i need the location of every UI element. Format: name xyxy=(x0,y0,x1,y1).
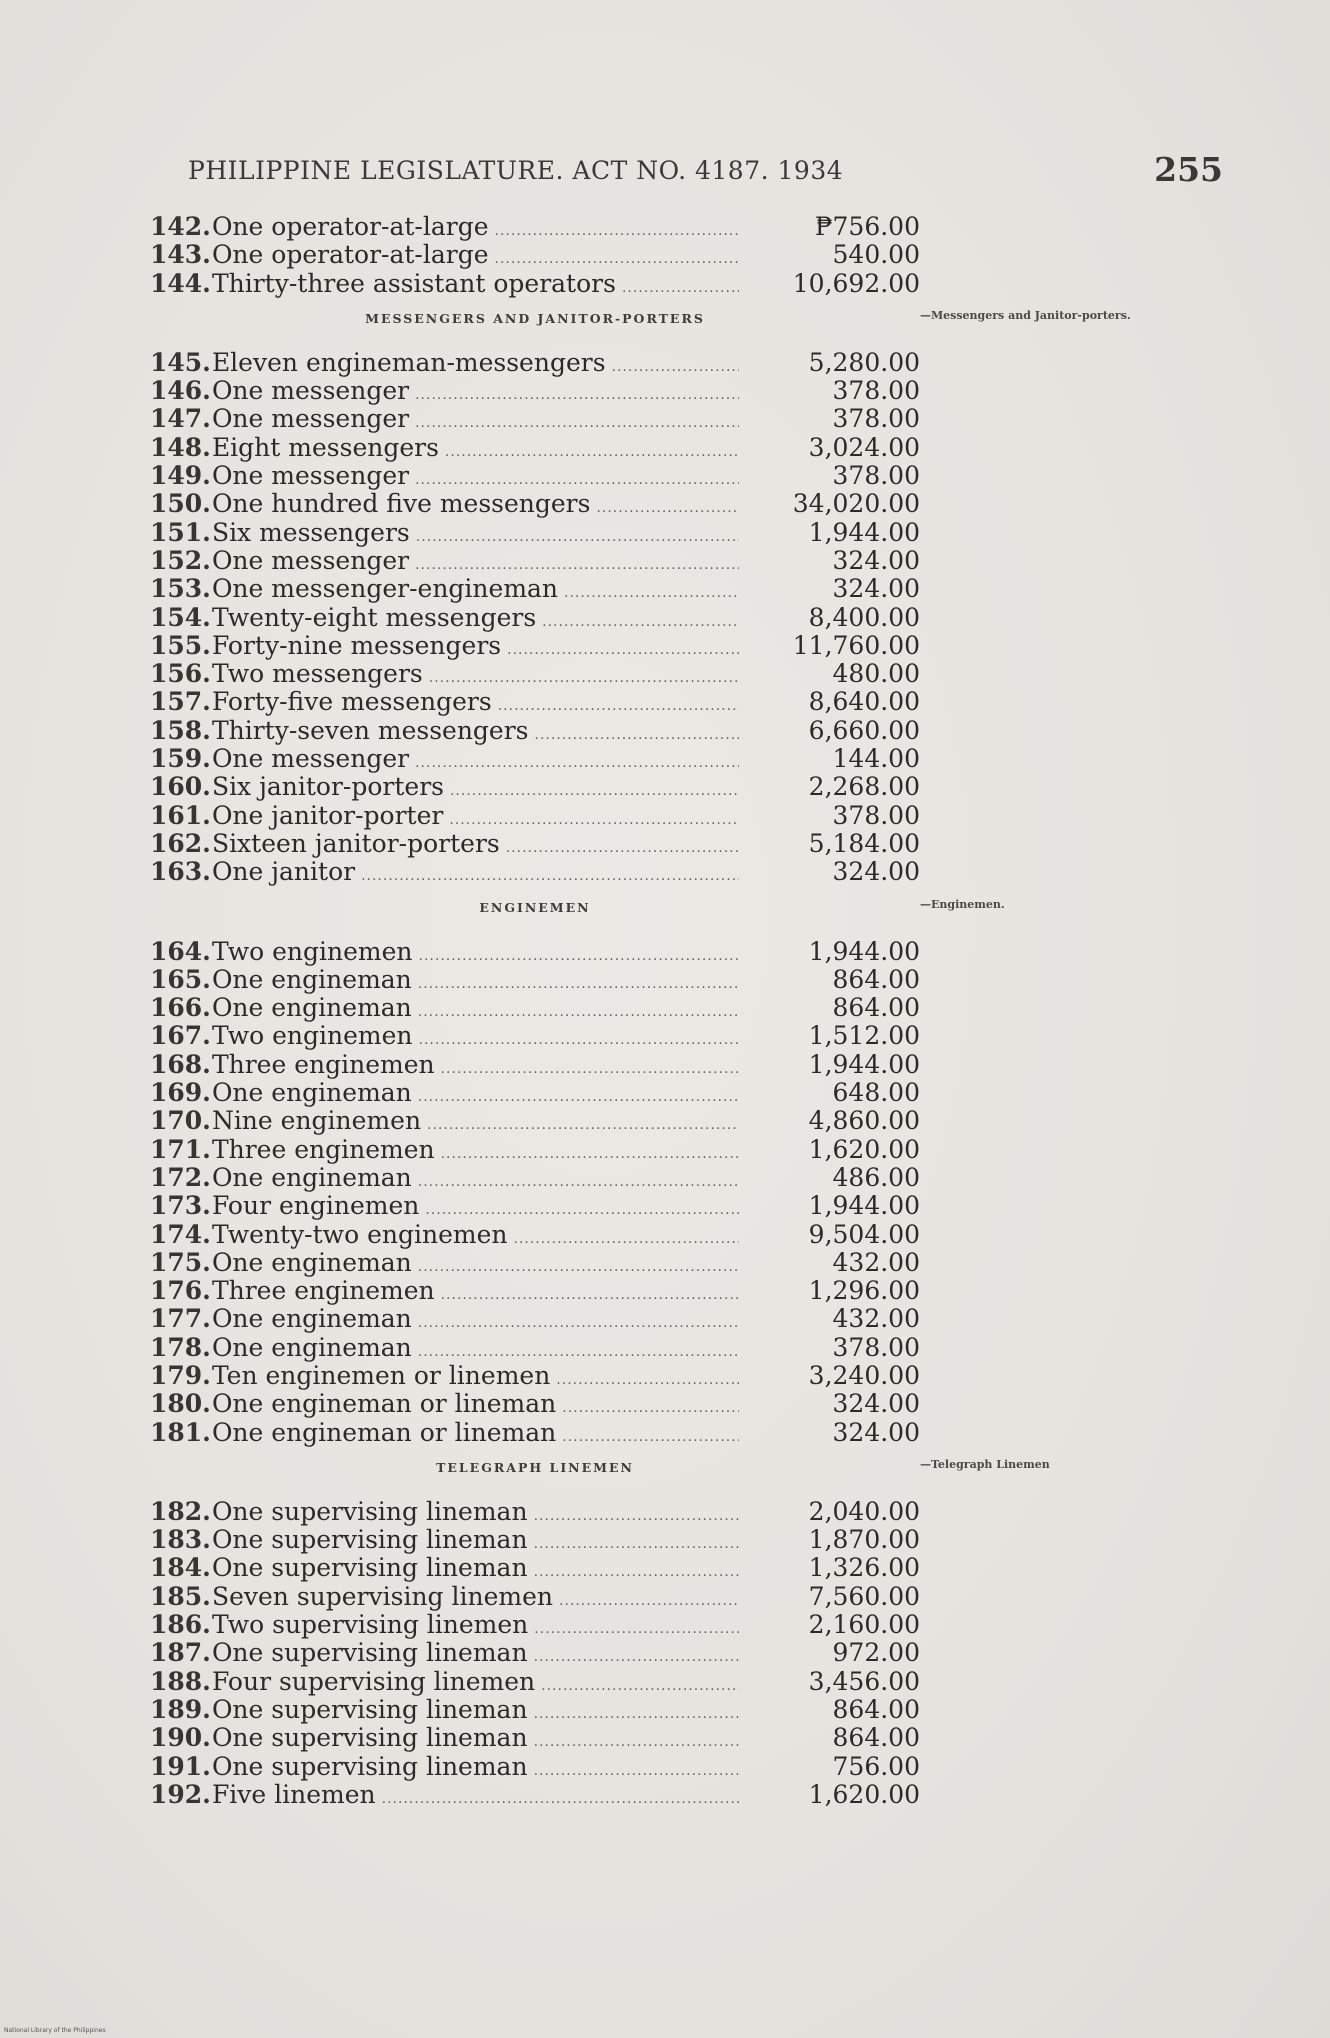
item-description: Three enginemen xyxy=(211,1050,435,1079)
item-number: 152. xyxy=(150,545,211,575)
list-item xyxy=(150,1249,920,1277)
list-item xyxy=(150,660,920,688)
item-amount: 864.00 xyxy=(832,1723,920,1753)
item-description: One engineman xyxy=(211,1305,412,1334)
item-number: 185. xyxy=(150,1581,211,1611)
section-title: ENGINEMEN xyxy=(479,899,591,915)
item-amount: 3,024.00 xyxy=(808,432,920,462)
item-amount: 972.00 xyxy=(832,1638,920,1668)
list-item xyxy=(150,688,920,716)
item-description: One engineman xyxy=(211,965,412,994)
item-number: 172. xyxy=(150,1162,211,1192)
item-amount: 486.00 xyxy=(832,1162,920,1192)
item-number: 155. xyxy=(150,630,211,660)
item-amount: 1,870.00 xyxy=(808,1525,920,1555)
item-amount: 1,620.00 xyxy=(808,1779,920,1809)
item-amount: 3,240.00 xyxy=(808,1360,920,1390)
list-item xyxy=(150,773,920,801)
item-amount: 144.00 xyxy=(832,744,920,774)
item-description: One engineman or lineman xyxy=(211,1418,557,1447)
list-item xyxy=(150,966,920,994)
item-description: One messenger xyxy=(211,745,410,774)
item-amount: 8,400.00 xyxy=(808,602,920,632)
item-number: 156. xyxy=(150,659,211,689)
list-item xyxy=(150,604,920,632)
item-description: One janitor-porter xyxy=(211,801,444,830)
item-description: Sixteen janitor-porters xyxy=(211,829,500,858)
item-amount: 324.00 xyxy=(832,1417,920,1447)
item-number: 191. xyxy=(150,1751,211,1781)
item-description: One supervising lineman xyxy=(211,1695,528,1724)
item-number: 144. xyxy=(150,268,211,298)
item-description: One operator-at-large xyxy=(211,241,489,270)
item-number: 163. xyxy=(150,857,211,887)
item-amount: 1,296.00 xyxy=(808,1276,920,1306)
marginal-note: —Telegraph Linemen xyxy=(920,1457,1050,1471)
item-description: One supervising lineman xyxy=(211,1497,528,1526)
list-item xyxy=(150,377,920,405)
item-number: 146. xyxy=(150,376,211,406)
item-amount: 6,660.00 xyxy=(808,715,920,745)
list-item xyxy=(150,1583,920,1611)
item-number: 175. xyxy=(150,1247,211,1277)
item-number: 158. xyxy=(150,715,211,745)
list-item xyxy=(150,1696,920,1724)
item-amount: 864.00 xyxy=(832,1694,920,1724)
item-amount: 8,640.00 xyxy=(808,687,920,717)
item-amount: 480.00 xyxy=(832,659,920,689)
item-number: 142. xyxy=(150,212,211,241)
item-amount: 1,944.00 xyxy=(808,936,920,966)
list-item xyxy=(150,1781,920,1809)
item-description: One engineman xyxy=(211,1333,412,1362)
list-item xyxy=(150,1554,920,1582)
item-description: One messenger-engineman xyxy=(211,575,559,604)
item-description: Twenty-two enginemen xyxy=(211,1220,508,1249)
list-item xyxy=(150,519,920,547)
list-item xyxy=(150,1305,920,1333)
item-amount: 324.00 xyxy=(832,1389,920,1419)
item-number: 168. xyxy=(150,1049,211,1079)
item-number: 151. xyxy=(150,517,211,547)
item-amount: 324.00 xyxy=(832,574,920,604)
list-item xyxy=(150,802,920,830)
item-amount: 3,456.00 xyxy=(808,1666,920,1696)
item-amount: 1,944.00 xyxy=(808,1049,920,1079)
item-amount: 648.00 xyxy=(832,1078,920,1108)
item-amount: 864.00 xyxy=(832,993,920,1023)
item-description: One messenger xyxy=(211,405,410,434)
list-item xyxy=(150,1390,920,1418)
item-number: 177. xyxy=(150,1304,211,1334)
item-number: 184. xyxy=(150,1553,211,1583)
item-number: 169. xyxy=(150,1078,211,1108)
item-description: Forty-five messengers xyxy=(211,688,492,717)
list-item xyxy=(150,462,920,490)
list-item xyxy=(150,270,920,298)
list-item xyxy=(150,1136,920,1164)
item-amount: 1,326.00 xyxy=(808,1553,920,1583)
item-amount: 1,944.00 xyxy=(808,517,920,547)
list-item xyxy=(150,434,920,462)
item-number: 189. xyxy=(150,1694,211,1724)
list-item xyxy=(150,1051,920,1079)
list-item xyxy=(150,1022,920,1050)
dot-leader xyxy=(382,1785,739,1813)
list-item xyxy=(150,1079,920,1107)
item-amount: 1,944.00 xyxy=(808,1191,920,1221)
page-number: 255 xyxy=(1154,150,1223,189)
page-header xyxy=(188,150,1223,200)
item-amount: 2,160.00 xyxy=(808,1610,920,1640)
item-description: Two enginemen xyxy=(211,937,413,966)
list-item xyxy=(150,938,920,966)
list-item xyxy=(150,830,920,858)
item-number: 180. xyxy=(150,1389,211,1419)
item-description: One engineman xyxy=(211,1079,412,1108)
item-amount: ₱756.00 xyxy=(814,212,920,241)
item-number: 192. xyxy=(150,1779,211,1809)
item-amount: 432.00 xyxy=(832,1247,920,1277)
item-amount: 756.00 xyxy=(832,1751,920,1781)
item-number: 145. xyxy=(150,347,211,377)
item-amount: 9,504.00 xyxy=(808,1219,920,1249)
item-description: Two messengers xyxy=(211,660,423,689)
item-amount: 378.00 xyxy=(832,376,920,406)
item-number: 164. xyxy=(150,936,211,966)
item-description: Thirty-three assistant operators xyxy=(211,269,616,298)
item-description: One messenger xyxy=(211,546,410,575)
item-number: 174. xyxy=(150,1219,211,1249)
item-amount: 4,860.00 xyxy=(808,1106,920,1136)
list-item xyxy=(150,405,920,433)
list-item xyxy=(150,1526,920,1554)
item-number: 153. xyxy=(150,574,211,604)
item-amount: 324.00 xyxy=(832,857,920,887)
list-item xyxy=(150,1362,920,1390)
appropriation-list xyxy=(150,212,1131,1809)
item-number: 181. xyxy=(150,1417,211,1447)
list-item xyxy=(150,1724,920,1752)
item-description: One janitor xyxy=(211,858,356,887)
item-number: 188. xyxy=(150,1666,211,1696)
item-description: One supervising lineman xyxy=(211,1639,528,1668)
item-description: One engineman xyxy=(211,994,412,1023)
item-number: 178. xyxy=(150,1332,211,1362)
list-item xyxy=(150,632,920,660)
section-title: MESSENGERS AND JANITOR-PORTERS xyxy=(365,310,705,326)
item-amount: 378.00 xyxy=(832,1332,920,1362)
item-number: 187. xyxy=(150,1638,211,1668)
item-description: Four enginemen xyxy=(211,1192,420,1221)
item-number: 170. xyxy=(150,1106,211,1136)
item-description: Nine enginemen xyxy=(211,1107,422,1136)
item-amount: 5,280.00 xyxy=(808,347,920,377)
item-amount: 1,512.00 xyxy=(808,1021,920,1051)
section-heading xyxy=(150,298,1131,349)
item-number: 167. xyxy=(150,1021,211,1051)
item-description: Four supervising linemen xyxy=(211,1667,536,1696)
section-heading xyxy=(150,887,1005,938)
list-item xyxy=(150,1277,920,1305)
list-item xyxy=(150,241,920,269)
list-item xyxy=(150,547,920,575)
list-item xyxy=(150,575,920,603)
item-amount: 34,020.00 xyxy=(792,489,920,519)
list-item xyxy=(150,717,920,745)
item-number: 179. xyxy=(150,1360,211,1390)
item-number: 143. xyxy=(150,240,211,270)
item-description: Three enginemen xyxy=(211,1277,435,1306)
item-number: 159. xyxy=(150,744,211,774)
item-description: One supervising lineman xyxy=(211,1554,528,1583)
running-head: PHILIPPINE LEGISLATURE. ACT NO. 4187. 1934 xyxy=(188,156,844,185)
list-item xyxy=(150,1498,920,1526)
item-amount: 378.00 xyxy=(832,461,920,491)
item-number: 162. xyxy=(150,828,211,858)
item-description: Two supervising linemen xyxy=(211,1611,529,1640)
list-item xyxy=(150,1668,920,1696)
item-description: One messenger xyxy=(211,377,410,406)
list-item xyxy=(150,1753,920,1781)
list-item xyxy=(150,1419,920,1447)
item-description: Five linemen xyxy=(211,1780,376,1809)
list-item xyxy=(150,745,920,773)
item-amount: 7,560.00 xyxy=(808,1581,920,1611)
item-description: One supervising lineman xyxy=(211,1526,528,1555)
item-description: One operator-at-large xyxy=(211,213,489,241)
item-amount: 324.00 xyxy=(832,545,920,575)
item-description: One supervising lineman xyxy=(211,1752,528,1781)
item-description: One supervising lineman xyxy=(211,1724,528,1753)
item-number: 173. xyxy=(150,1191,211,1221)
item-number: 183. xyxy=(150,1525,211,1555)
item-number: 171. xyxy=(150,1134,211,1164)
footer-credit: National Library of the Philippines xyxy=(4,2027,106,2034)
item-number: 186. xyxy=(150,1610,211,1640)
section-heading xyxy=(150,1447,1050,1498)
item-number: 176. xyxy=(150,1276,211,1306)
item-description: One messenger xyxy=(211,462,410,491)
item-amount: 2,040.00 xyxy=(808,1496,920,1526)
list-item xyxy=(150,490,920,518)
item-number: 161. xyxy=(150,800,211,830)
list-item xyxy=(150,858,920,886)
item-description: Ten enginemen or linemen xyxy=(211,1361,551,1390)
item-description: Thirty-seven messengers xyxy=(211,716,529,745)
item-amount: 11,760.00 xyxy=(792,630,920,660)
item-number: 190. xyxy=(150,1723,211,1753)
list-item xyxy=(150,1192,920,1220)
item-description: Six janitor-porters xyxy=(211,773,444,802)
list-item xyxy=(150,349,920,377)
marginal-note: —Enginemen. xyxy=(920,897,1005,911)
item-description: One engineman or lineman xyxy=(211,1390,557,1419)
item-description: Twenty-eight messengers xyxy=(211,603,537,632)
item-amount: 864.00 xyxy=(832,964,920,994)
item-description: Seven supervising linemen xyxy=(211,1582,553,1611)
item-number: 154. xyxy=(150,602,211,632)
item-description: One engineman xyxy=(211,1248,412,1277)
item-number: 147. xyxy=(150,404,211,434)
item-amount: 5,184.00 xyxy=(808,828,920,858)
item-description: Eight messengers xyxy=(211,433,439,462)
list-item xyxy=(150,1107,920,1135)
item-description: One hundred five messengers xyxy=(211,490,591,519)
list-item xyxy=(150,1639,920,1667)
list-item xyxy=(150,1611,920,1639)
list-item xyxy=(150,1334,920,1362)
item-number: 149. xyxy=(150,461,211,491)
item-amount: 540.00 xyxy=(832,240,920,270)
item-description: Three enginemen xyxy=(211,1135,435,1164)
list-item xyxy=(150,994,920,1022)
item-number: 150. xyxy=(150,489,211,519)
item-description: Six messengers xyxy=(211,518,410,547)
list-item xyxy=(150,1221,920,1249)
list-item xyxy=(150,1164,920,1192)
item-description: One engineman xyxy=(211,1163,412,1192)
item-amount: 10,692.00 xyxy=(792,268,920,298)
item-number: 166. xyxy=(150,993,211,1023)
item-amount: 1,620.00 xyxy=(808,1134,920,1164)
list-item xyxy=(150,213,920,241)
item-number: 157. xyxy=(150,687,211,717)
item-description: Forty-nine messengers xyxy=(211,631,502,660)
item-amount: 432.00 xyxy=(832,1304,920,1334)
marginal-note: —Messengers and Janitor-porters. xyxy=(920,308,1131,322)
item-number: 182. xyxy=(150,1496,211,1526)
item-amount: 2,268.00 xyxy=(808,772,920,802)
item-amount: 378.00 xyxy=(832,800,920,830)
item-number: 160. xyxy=(150,772,211,802)
item-amount: 378.00 xyxy=(832,404,920,434)
section-title: TELEGRAPH LINEMEN xyxy=(436,1459,634,1475)
item-description: Two enginemen xyxy=(211,1022,413,1051)
item-number: 165. xyxy=(150,964,211,994)
item-number: 148. xyxy=(150,432,211,462)
item-description: Eleven engineman-messengers xyxy=(211,348,606,377)
item-description-cell xyxy=(212,1781,739,1813)
